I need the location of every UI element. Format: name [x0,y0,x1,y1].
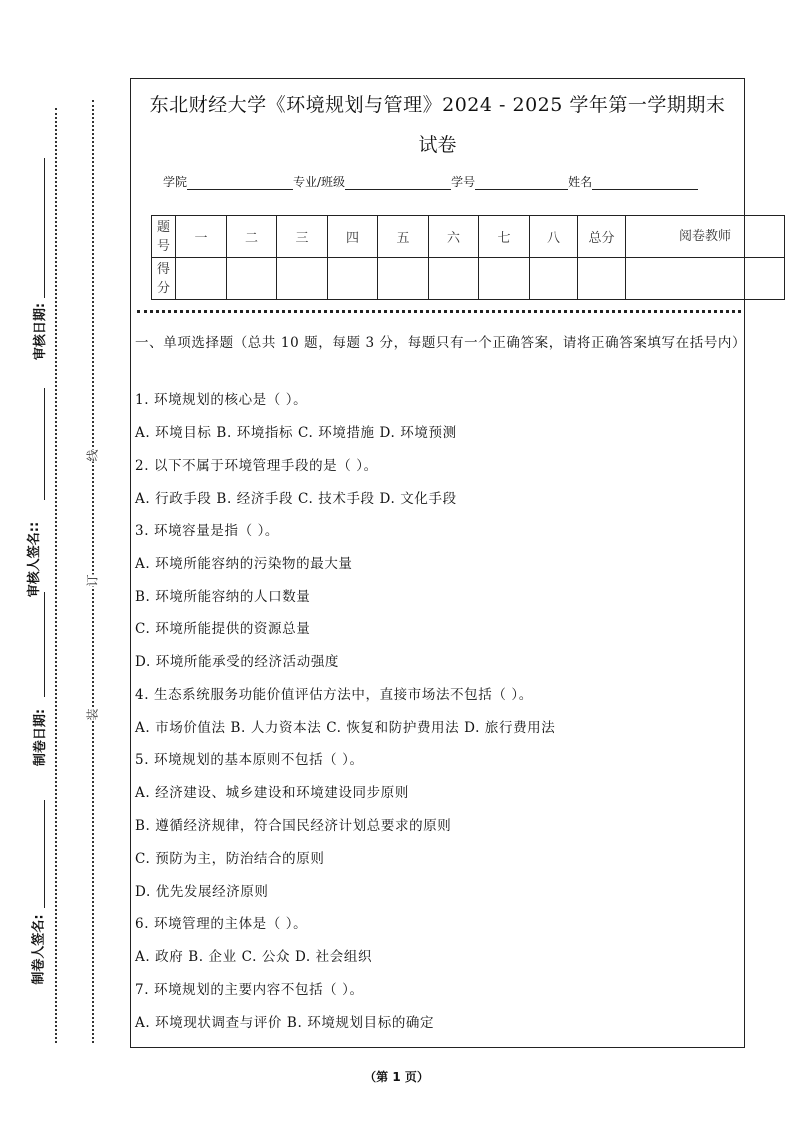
option-line: A. 环境目标 B. 环境指标 C. 环境措施 D. 环境预测 [135,425,457,441]
field-name-label: 姓名 [568,175,593,189]
option-line: D. 环境所能承受的经济活动强度 [135,654,340,670]
option-line: B. 环境所能容纳的人口数量 [135,589,311,605]
question-line: 5. 环境规划的基本原则不包括（ ）。 [135,752,364,768]
field-college-blank[interactable] [187,176,293,190]
col-header: 总分 [578,216,626,258]
row-label-scores: 得分 [152,258,176,300]
score-cell[interactable] [578,258,626,300]
col-header: 三 [277,216,328,258]
maker-sign-label: 制卷人签名: [31,914,47,985]
cut-line-inner [92,100,94,1043]
score-cell[interactable] [227,258,277,300]
field-id-blank[interactable] [475,176,568,190]
field-major-label: 专业/班级 [293,175,346,189]
option-line: D. 优先发展经济原则 [135,884,269,900]
score-cell[interactable] [176,258,227,300]
question-line: 1. 环境规划的核心是（ ）。 [135,392,308,408]
field-college-label: 学院 [163,175,188,189]
section-heading: 一、单项选择题（总共 10 题，每题 3 分，每题只有一个正确答案，请将正确答案填写在括号内） [135,335,747,351]
make-date-label: 制卷日期: [33,708,49,767]
question-line: 2. 以下不属于环境管理手段的是（ ）。 [135,458,378,474]
col-header: 一 [176,216,227,258]
line-mark: 线 [85,449,100,462]
score-cell[interactable] [328,258,378,300]
question-line: 4. 生态系统服务功能价值评估方法中，直接市场法不包括（ ）。 [135,687,533,703]
score-cell[interactable] [378,258,429,300]
dotted-separator [137,310,741,313]
option-line: A. 政府 B. 企业 C. 公众 D. 社会组织 [135,949,373,965]
bind-mark: 订 [85,574,100,587]
score-table [151,215,785,300]
student-info [163,173,698,190]
reviewer-sign-line [44,388,45,500]
cut-line-outer [55,108,57,1043]
reviewer-sign-label: 审核人签名:: [27,521,43,598]
question-line: 7. 环境规划的主要内容不包括（ ）。 [135,982,364,998]
score-cell[interactable] [530,258,578,300]
option-line: A. 环境现状调查与评价 B. 环境规划目标的确定 [135,1015,435,1031]
col-header: 四 [328,216,378,258]
col-header: 阅卷教师 [626,216,785,258]
question-line: 6. 环境管理的主体是（ ）。 [135,916,308,932]
exam-title-cont: 试卷 [418,134,457,156]
option-line: A. 环境所能容纳的污染物的最大量 [135,556,353,572]
table-row-questions [152,216,785,258]
col-header: 二 [227,216,277,258]
option-line: C. 环境所能提供的资源总量 [135,621,311,637]
col-header: 六 [429,216,479,258]
table-row-scores [152,258,785,300]
option-line: C. 预防为主，防治结合的原则 [135,851,325,867]
pack-mark: 装 [85,708,100,721]
option-line: A. 经济建设、城乡建设和环境建设同步原则 [135,785,409,801]
field-major-blank[interactable] [345,176,451,190]
option-line: A. 市场价值法 B. 人力资本法 C. 恢复和防护费用法 D. 旅行费用法 [135,720,556,736]
col-header: 七 [479,216,530,258]
score-cell[interactable] [277,258,328,300]
option-line: B. 遵循经济规律，符合国民经济计划总要求的原则 [135,818,452,834]
maker-sign-line [44,800,45,908]
option-line: A. 行政手段 B. 经济手段 C. 技术手段 D. 文化手段 [135,491,457,507]
score-cell[interactable] [479,258,530,300]
exam-title: 东北财经大学《环境规划与管理》2024 - 2025 学年第一学期期末 [149,94,726,116]
field-name-blank[interactable] [592,176,698,190]
score-cell[interactable] [626,258,785,300]
make-date-line [44,592,45,697]
col-header: 五 [378,216,429,258]
field-id-label: 学号 [451,175,476,189]
page-number: （第 1 页） [364,1070,429,1084]
review-date-line [44,158,45,298]
score-cell[interactable] [429,258,479,300]
col-header: 八 [530,216,578,258]
review-date-label: 审核日期: [33,302,49,361]
question-line: 3. 环境容量是指（ ）。 [135,523,280,539]
row-label-questions: 题号 [152,216,176,258]
